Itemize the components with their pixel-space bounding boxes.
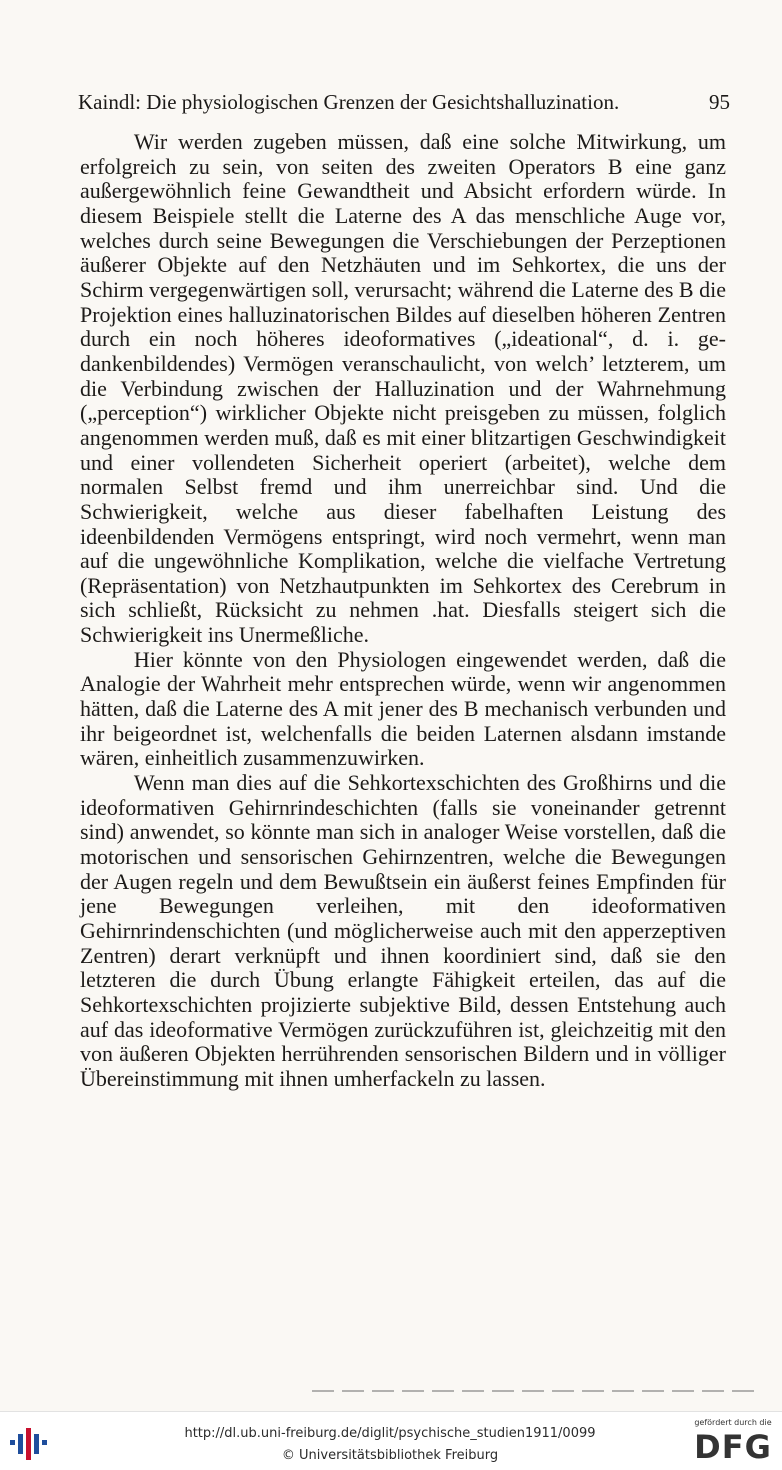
university-library-logo-icon	[8, 1426, 52, 1462]
body-text	[80, 130, 726, 1092]
footer-citation	[160, 1423, 620, 1467]
dfg-caption: gefördert durch die	[694, 1418, 772, 1427]
viewer-footer	[0, 1411, 782, 1470]
paragraph: Hier könnte von den Physiologen eingewendet werden, daß die Analogie der Wahrheit mehr entsprechen würde, wenn wir angenommen hätten, daß die Laterne des A mit jener des B mechanisch verbunden und ihr beigeordnet ist, welchenfalls die beiden Laternen alsdann imstande wären, einheitlich zusammenzuwirken.	[80, 646, 726, 771]
running-title: Kaindl: Die physiologischen Grenzen der Gesichtshalluzination.	[78, 90, 620, 114]
copyright-note: © Universitätsbibliothek Freiburg	[281, 1448, 499, 1463]
permalink-url[interactable]: http://dl.ub.uni-freiburg.de/diglit/psychische_studien1911/0099	[184, 1426, 596, 1441]
dfg-logo-text: DFG	[694, 1428, 772, 1466]
page-number: 95	[709, 90, 730, 114]
dfg-logo	[690, 1418, 776, 1468]
paragraph: Wir werden zugeben müssen, daß eine solche Mitwirkung, um erfolgreich zu sein, von seiten des zweiten Operators B eine ganz außergewöhnlich feine Gewandtheit und Absicht erfordern würde. In diesem Beispiele stellt die Laterne des A das menschliche Auge vor, welches durch seine Bewegungen die Verschiebungen der Perzeptionen äußerer Objekte auf den Netzhäuten und im Sehkortex, die uns der Schirm vergegenwärtigen soll, verursacht; während die Laterne des B die Projektion eines halluzinatorischen Bildes auf dieselben höheren Zentren durch ein noch höheres ideoformatives („ideational“, d. i. gedankenbildendes) Vermögen veranschaulicht, von welch’ letzterem, um die Verbindung zwischen der Halluzination und der Wahrnehmung („perception“) wirklicher Objekte nicht preisgeben zu müssen, folglich angenommen werden muß, daß es mit einer blitzartigen Geschwindigkeit und einer vollendeten Sicherheit operiert (arbeitet), welche dem normalen Selbst fremd und ihm unerreichbar sind. Und die Schwierigkeit, welche aus dieser fabelhaften Leistung des ideenbildenden Vermögens entspringt, wird noch vermehrt, wenn man auf die ungewöhnliche Komplikation, welche die vielfache Vertretung (Repräsentation) von Netzhautpunkten im Sehkortex des Cerebrum in sich schließt, Rücksicht zu nehmen .hat. Diesfalls steigert sich die Schwierigkeit ins Unermeßliche.	[80, 129, 726, 648]
running-header	[78, 90, 730, 115]
next-page-bleed-line	[312, 1390, 762, 1392]
paragraph: Wenn man dies auf die Sehkortexschichten des Großhirns und die ideoformativen Gehirnrindeschichten (falls sie voneinander getrennt sind) anwendet, so könnte man sich in analoger Weise vorstellen, daß die motorischen und sensorischen Gehirnzentren, welche die Bewegungen der Augen regeln und dem Bewußtsein ein äußerst feines Empfinden für jene Bewegungen verleihen, mit den ideoformativen Gehirnrindenschichten (und möglicherweise auch mit den apperzeptiven Zentren) derart verknüpft und ihnen koordiniert sind, daß sie den letzteren die durch Übung erlangte Fähigkeit erteilen, das auf die Sehkortexschichten projizierte subjektive Bild, dessen Entstehung auch auf das ideoformative Vermögen zurückzuführen ist, gleichzeitig mit den von äußeren Objekten herrührenden sensorischen Bildern und in völliger Übereinstimmung mit ihnen umherfackeln zu lassen.	[80, 770, 726, 1091]
